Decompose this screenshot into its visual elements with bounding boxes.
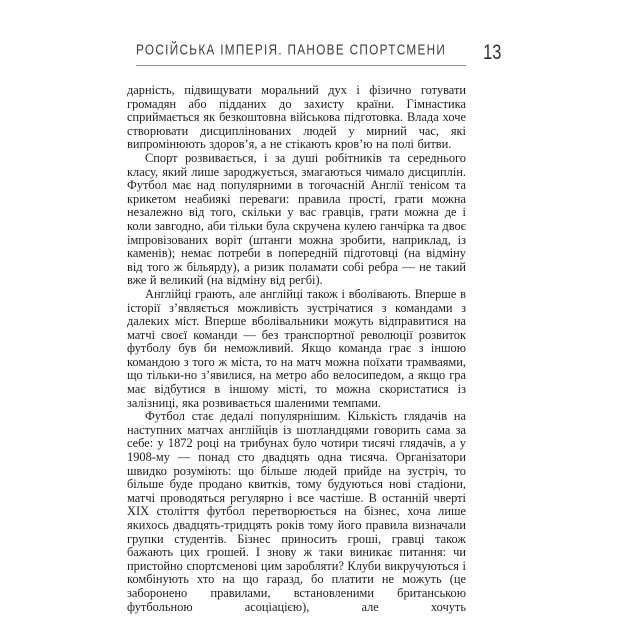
page-number: 13 bbox=[483, 41, 502, 64]
paragraph-english-fans: Англійці грають, але англійці також і вболівають. Вперше в історії з’являється можливість зустрічатися з командами з далеких міст. Вперше вболівальники можуть відправитися на матчі своєї команди — без транспортної революції розвиток футболу був би неможливий. Якщо команда грає з іншою командою з того ж міста, то на матч можна поїхати трамваями, що тільки-но з’явилися, на метро або велосипедом, а якщо гра має відбутися в іншому місті, то можна скористатися із залізниці, яка розвивається шаленими темпами. bbox=[127, 286, 466, 410]
paragraph-continuation: дарність, підвищувати моральний дух і фізично готувати громадян або підданих до захисту країни. Гімнастика сприймається як безкоштовна військова підготовка. Влада хоче створювати дисциплінованих людей у мирний час, які випромінюють здоров’я, а не стікають кров’ю на полі битви. bbox=[127, 83, 466, 152]
page-header bbox=[136, 41, 502, 66]
running-head-underline bbox=[136, 42, 466, 66]
paragraph-football-business: Футбол стає дедалі популярнішим. Кількість глядачів на наступних матчах англійців із шотландцями говорить сама за себе: у 1872 році на трибунах було чотири тисячі глядачів, а у 1908-му — понад сто двадцять одна тисяча. Організатори швидко розуміють: що більше людей прийде на зустріч, то більше буде продано квитків, тому будуються нові стадіони, матчі проводяться регулярно і все частіше. В останній чверті XIX століття футбол перетворюється на бізнес, хоча лише якихось двадцять-тридцять років тому його правила визначали групки студентів. Бізнес приносить гроші, гравці також бажають цих грошей. І знову ж таки виникає питання: чи пристойно спортсменові цим заробляти? Клуби викручуються і комбінують хто на що гаразд, бо платити не можуть (це заборонено правилами, встановленими британською футбольною асоціацією), але хочуть bbox=[127, 409, 466, 614]
paragraph-sport-develops: Спорт розвивається, і за душі робітників та середнього класу, який лише зароджується, змагаються чимало дисциплін. Футбол має над популярними в тогочасній Англії тенісом та крикетом неабиякі переваги: правила прості, грати можна незалежно від того, скільки у вас гравців, грати можна де і коли завгодно, аби тільки була скручена кулею ганчірка та двоє імпровізованих воріт (штанги можна зробити, наприклад, із каменів); немає потреби в попередній підготовці (на відміну від того ж більярду), а ризик поламати собі ребра — не такий вже й великий (на відміну від регбі). bbox=[127, 150, 466, 288]
chapter-title: РОСІЙСЬКА ІМПЕРІЯ. ПАНОВЕ СПОРТСМЕНИ bbox=[136, 41, 447, 58]
body-text bbox=[127, 84, 466, 614]
